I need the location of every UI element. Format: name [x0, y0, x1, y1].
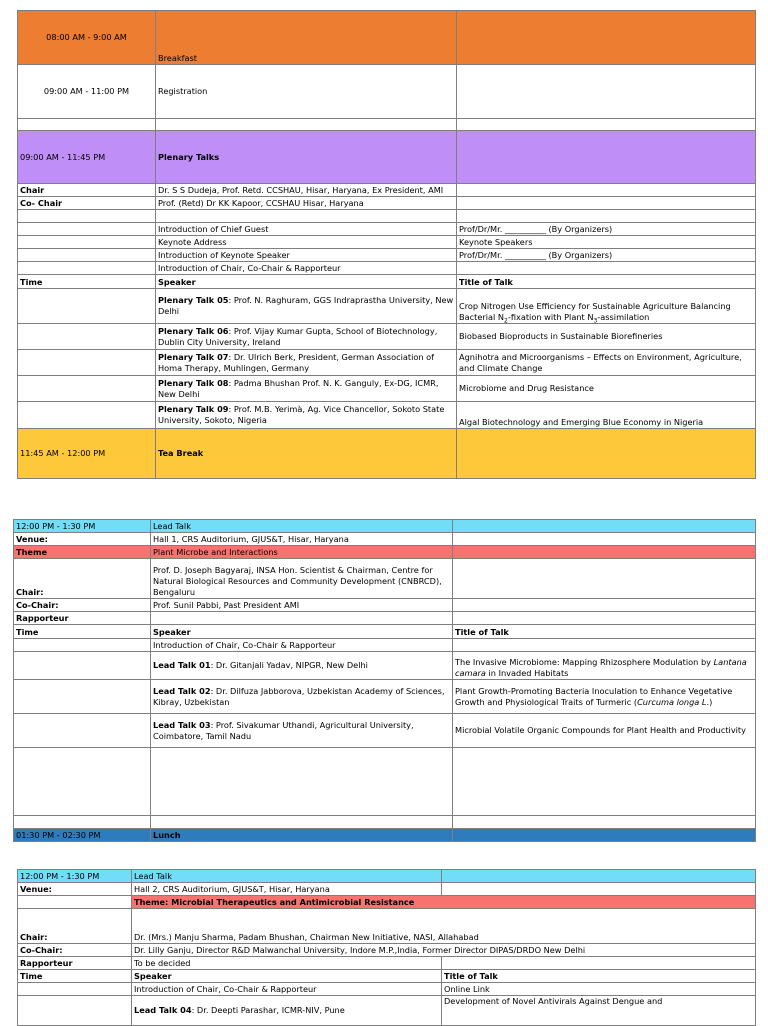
- talk-title: Agnihotra and Microorganisms – Effects on Environment, Agriculture, and Climate Change: [457, 350, 756, 376]
- table-row: [14, 714, 756, 748]
- talk-title: Biobased Bioproducts in Sustainable Biorefineries: [457, 324, 756, 350]
- speaker-cell: Lead Talk 03: Prof. Sivakumar Uthandi, Agricultural University, Coimbatore, Tamil Nadu: [151, 714, 453, 748]
- talk-title: Microbial Volatile Organic Compounds for Plant Health and Productivity: [453, 714, 756, 748]
- header-time: Time: [14, 625, 151, 639]
- chair-value: Dr. S S Dudeja, Prof. Retd. CCSHAU, Hisar, Haryana, Ex President, AMI: [156, 184, 457, 197]
- talk-title: Microbiome and Drug Resistance: [457, 376, 756, 402]
- speaker-cell: Plenary Talk 07: Dr. Ulrich Berk, President, German Association of Homa Therapy, Muhlingen, Germany: [156, 350, 457, 376]
- talk-title: Plant Growth-Promoting Bacteria Inoculation to Enhance Vegetative Growth and Physiological Traits of Turmeric (Curcuma longa L.): [453, 680, 756, 714]
- header-title: Title of Talk: [442, 970, 756, 983]
- cochair-value: Prof. (Retd) Dr KK Kapoor, CCSHAU Hisar, Haryana: [156, 197, 457, 210]
- table-row: [18, 376, 756, 402]
- talk-title: Algal Biotechnology and Emerging Blue Economy in Nigeria: [457, 402, 756, 429]
- venue-value: Hall 1, CRS Auditorium, GJUS&T, Hisar, Haryana: [151, 533, 453, 546]
- intro-right: Online Link: [442, 983, 756, 996]
- theme-value: Theme: Microbial Therapeutics and Antimicrobial Resistance: [132, 896, 756, 909]
- intro-row: [18, 983, 756, 996]
- registration-time: 09:00 AM - 11:00 PM: [18, 65, 156, 119]
- chair-label: Chair:: [18, 909, 132, 944]
- cochair-row: [18, 944, 756, 957]
- lunch-row: [14, 829, 756, 842]
- tea-time: 11:45 AM - 12:00 PM: [18, 429, 156, 479]
- table-row: [18, 324, 756, 350]
- cochair-value: Prof. Sunil Pabbi, Past President AMI: [151, 599, 453, 612]
- cochair-row: [14, 599, 756, 612]
- rapporteur-label: Rapporteur: [14, 612, 151, 625]
- breakfast-label: Breakfast: [156, 11, 457, 65]
- rapporteur-row: [14, 612, 756, 625]
- keynote-label: Keynote Address: [156, 236, 457, 249]
- rapporteur-label: Rapporteur: [18, 957, 132, 970]
- theme-row: [18, 896, 756, 909]
- table-row: [18, 289, 756, 324]
- speaker-cell: Lead Talk 01: Dr. Gitanjali Yadav, NIPGR, New Delhi: [151, 652, 453, 680]
- header-speaker: Speaker: [156, 275, 457, 289]
- header-time: Time: [18, 970, 132, 983]
- chair-label: Chair:: [14, 559, 151, 599]
- speaker-cell: Plenary Talk 05: Prof. N. Raghuram, GGS Indraprastha University, New Delhi: [156, 289, 457, 324]
- intro-guest-row: [18, 223, 756, 236]
- theme-value: Plant Microbe and Interactions: [151, 546, 453, 559]
- rapporteur-row: [18, 957, 756, 970]
- chair-row: [14, 559, 756, 599]
- breakfast-time: 08:00 AM - 9:00 AM: [18, 11, 156, 65]
- venue-label: Venue:: [14, 533, 151, 546]
- header-time: Time: [18, 275, 156, 289]
- tea-label: Tea Break: [156, 429, 457, 479]
- venue-label: Venue:: [18, 883, 132, 896]
- lead-time: 12:00 PM - 1:30 PM: [14, 520, 151, 533]
- table-row: [18, 996, 756, 1026]
- keynote-row: [18, 236, 756, 249]
- intro-guest-label: Introduction of Chief Guest: [156, 223, 457, 236]
- header-speaker: Speaker: [151, 625, 453, 639]
- keynote-right: Keynote Speakers: [457, 236, 756, 249]
- lead-talk-hall1-table: [13, 519, 756, 842]
- speaker-cell: Lead Talk 04: Dr. Deepti Parashar, ICMR-NIV, Pune: [132, 996, 442, 1026]
- table-row: [18, 350, 756, 376]
- venue-row: [14, 533, 756, 546]
- lead-time: 12:00 PM - 1:30 PM: [18, 870, 132, 883]
- intro-row: [14, 639, 756, 652]
- chair-row: [18, 909, 756, 944]
- intro-keynote-label: Introduction of Keynote Speaker: [156, 249, 457, 262]
- plenary-label: Plenary Talks: [156, 131, 457, 184]
- theme-label: Theme: [14, 546, 151, 559]
- header-row: [18, 275, 756, 289]
- chair-label: Chair: [18, 184, 156, 197]
- intro-keynote-right: Prof/Dr/Mr. __________ (By Organizers): [457, 249, 756, 262]
- speaker-cell: Lead Talk 02: Dr. Dilfuza Jabborova, Uzbekistan Academy of Sciences, Kibray, Uzbekistan: [151, 680, 453, 714]
- intro-chair-label: Introduction of Chair, Co-Chair & Rapporteur: [156, 262, 457, 275]
- table-row: [14, 652, 756, 680]
- plenary-row: [18, 131, 756, 184]
- registration-label: Registration: [156, 65, 457, 119]
- cochair-row: [18, 197, 756, 210]
- lunch-label: Lunch: [151, 829, 453, 842]
- lead-row: [18, 870, 756, 883]
- intro-label: Introduction of Chair, Co-Chair & Rapporteur: [151, 639, 453, 652]
- lead-talk-hall2-table: [17, 869, 756, 1026]
- breakfast-row: [18, 11, 756, 65]
- header-title: Title of Talk: [457, 275, 756, 289]
- chair-value: Dr. (Mrs.) Manju Sharma, Padam Bhushan, Chairman New Initiative, NASI, Allahabad: [132, 909, 756, 944]
- header-speaker: Speaker: [132, 970, 442, 983]
- lead-label: Lead Talk: [132, 870, 442, 883]
- cochair-value: Dr. Lilly Ganju, Director R&D Malwanchal University, Indore M.P.,India, Former Director DIPAS/DRDO New Delhi: [132, 944, 756, 957]
- venue-row: [18, 883, 756, 896]
- lead-label: Lead Talk: [151, 520, 453, 533]
- plenary-schedule-table: [17, 10, 756, 479]
- cochair-label: Co- Chair: [18, 197, 156, 210]
- lunch-time: 01:30 PM - 02:30 PM: [14, 829, 151, 842]
- cochair-label: Co-Chair:: [14, 599, 151, 612]
- header-row: [14, 625, 756, 639]
- theme-row: [14, 546, 756, 559]
- venue-value: Hall 2, CRS Auditorium, GJUS&T, Hisar, Haryana: [132, 883, 442, 896]
- speaker-cell: Plenary Talk 09: Prof. M.B. Yerimà, Ag. Vice Chancellor, Sokoto State University, Sokoto, Nigeria: [156, 402, 457, 429]
- table-row: [18, 402, 756, 429]
- plenary-time: 09:00 AM - 11:45 PM: [18, 131, 156, 184]
- registration-row: [18, 65, 756, 119]
- chair-row: [18, 184, 756, 197]
- tea-break-row: [18, 429, 756, 479]
- speaker-cell: Plenary Talk 08: Padma Bhushan Prof. N. K. Ganguly, Ex-DG, ICMR, New Delhi: [156, 376, 457, 402]
- speaker-cell: Plenary Talk 06: Prof. Vijay Kumar Gupta, School of Biotechnology, Dublin City University, Ireland: [156, 324, 457, 350]
- talk-title: The Invasive Microbiome: Mapping Rhizosphere Modulation by Lantana camara in Invaded Habitats: [453, 652, 756, 680]
- header-title: Title of Talk: [453, 625, 756, 639]
- chair-value: Prof. D. Joseph Bagyaraj, INSA Hon. Scientist & Chairman, Centre for Natural Biological Resources and Community Development (CNBRCD), Bengaluru: [151, 559, 453, 599]
- cochair-label: Co-Chair:: [18, 944, 132, 957]
- talk-title: Crop Nitrogen Use Efficiency for Sustainable Agriculture Balancing Bacterial $N_2$-fixation with Plant $N_3$-assimilation: [457, 289, 756, 324]
- lead-row: [14, 520, 756, 533]
- talk-title: Development of Novel Antivirals Against Dengue and: [442, 996, 756, 1026]
- intro-keynote-row: [18, 249, 756, 262]
- rapporteur-value: To be decided: [132, 957, 442, 970]
- intro-guest-right: Prof/Dr/Mr. __________ (By Organizers): [457, 223, 756, 236]
- intro-label: Introduction of Chair, Co-Chair & Rapporteur: [132, 983, 442, 996]
- header-row: [18, 970, 756, 983]
- table-row: [14, 680, 756, 714]
- intro-chair-row: [18, 262, 756, 275]
